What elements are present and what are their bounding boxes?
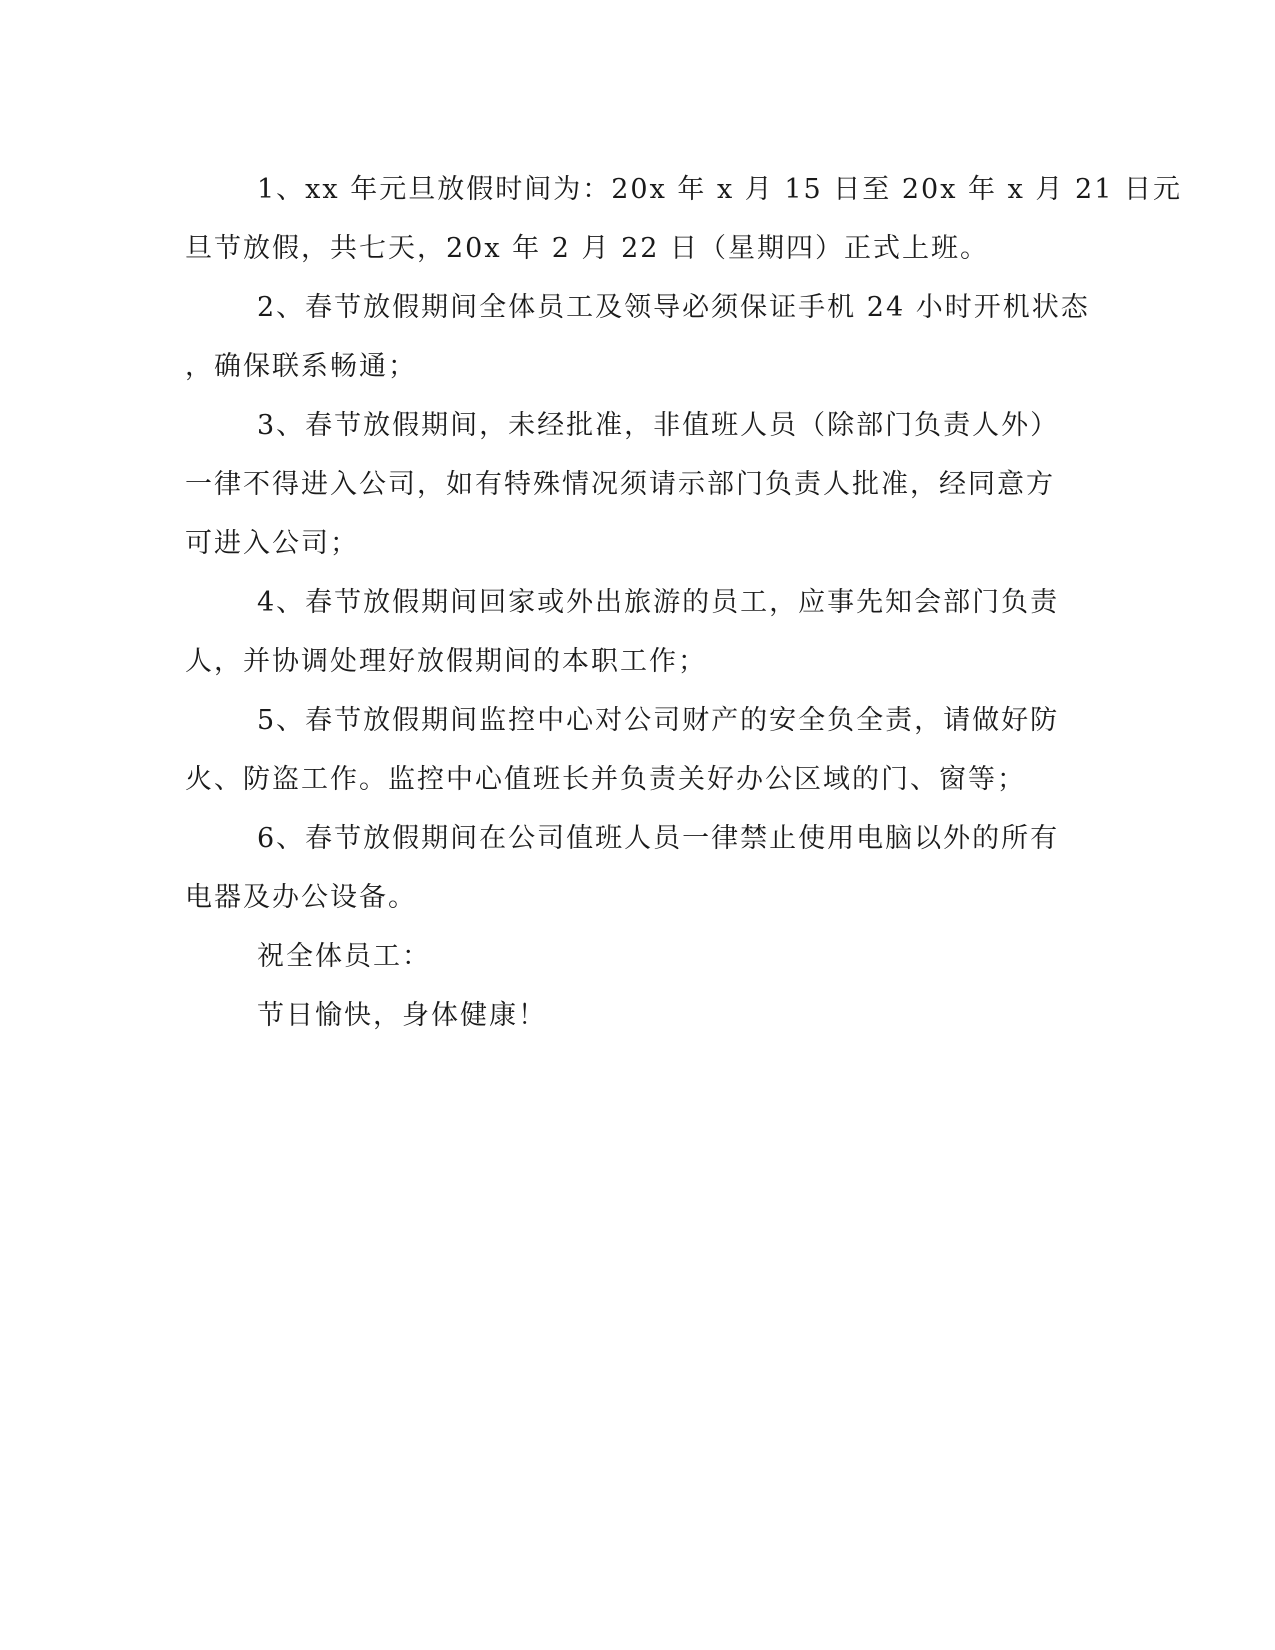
paragraph-3 [185, 396, 1060, 573]
paragraph-line: 6、春节放假期间在公司值班人员一律禁止使用电脑以外的所有 [257, 823, 1060, 854]
paragraph-line: 节日愉快，身体健康！ [257, 1000, 547, 1031]
paragraph-line: 3、春节放假期间，未经批准，非值班人员（除部门负责人外） [257, 410, 1060, 441]
paragraph-line: 4、春节放假期间回家或外出旅游的员工，应事先知会部门负责 [257, 587, 1060, 618]
paragraph-2 [185, 278, 1090, 396]
paragraph-line: 5、春节放假期间监控中心对公司财产的安全负全责，请做好防 [257, 705, 1060, 736]
greeting-line [185, 927, 1055, 986]
paragraph-line: 旦节放假，共七天，20x 年 2 月 22 日（星期四）正式上班。 [185, 233, 990, 264]
paragraph-line: 1、xx 年元旦放假时间为：20x 年 x 月 15 日至 20x 年 x 月 21 日元 [257, 174, 1182, 205]
paragraph-1 [185, 160, 1182, 278]
paragraph-line: 祝全体员工： [257, 941, 431, 972]
paragraph-line: 一律不得进入公司，如有特殊情况须请示部门负责人批准，经同意方 [185, 469, 1055, 500]
paragraph-line: 火、防盗工作。监控中心值班长并负责关好办公区域的门、窗等； [185, 764, 1026, 795]
paragraph-line: 可进入公司； [185, 528, 359, 559]
paragraph-5 [185, 691, 1060, 809]
paragraph-4 [185, 573, 1060, 691]
paragraph-line: 电器及办公设备。 [185, 882, 417, 913]
paragraph-line: ，确保联系畅通； [185, 351, 417, 382]
paragraph-6 [185, 809, 1060, 927]
closing-wish [185, 986, 1055, 1045]
paragraph-line: 2、春节放假期间全体员工及领导必须保证手机 24 小时开机状态 [257, 292, 1090, 323]
document-body [185, 160, 1182, 1045]
paragraph-line: 人，并协调处理好放假期间的本职工作； [185, 646, 707, 677]
